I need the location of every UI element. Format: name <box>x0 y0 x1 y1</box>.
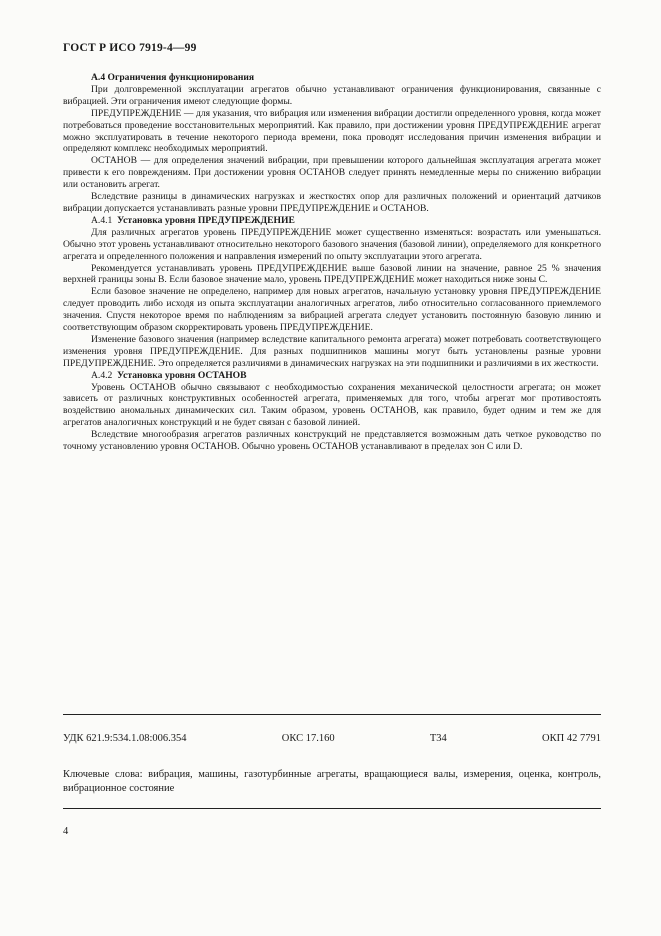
t-code: Т34 <box>429 733 447 744</box>
subsection-number: А.4.2 <box>91 369 113 381</box>
paragraph: При долговременной эксплуатации агрегатов обычно устанавливают ограничения функционирования, связанные с вибрацией. Эти ограничения имеют следующие формы. <box>63 83 601 107</box>
subsection-heading <box>63 215 601 227</box>
paragraph: Рекомендуется устанавливать уровень ПРЕДУПРЕЖДЕНИЕ выше базовой линии на значение, равное 25 % значения верхней границы зоны В. Если базовое значение мало, уровень ПРЕДУПРЕЖДЕНИЕ может находиться ниже зоны С. <box>63 262 601 286</box>
subsection-heading <box>63 370 601 382</box>
okp-code: ОКП 42 7791 <box>542 733 601 744</box>
subsection-number: А.4.1 <box>91 214 113 226</box>
paragraph: Для различных агрегатов уровень ПРЕДУПРЕЖДЕНИЕ может существенно изменяться: возрастать или уменьшаться. Обычно этот уровень устанавливают относительно некоторого базового значения (базовой линии), определяемого для конкретного агрегата и определенного положения и направления измерений по опыту эксплуатации этого агрегата. <box>63 226 601 262</box>
classification-codes <box>63 733 601 744</box>
footer-top-rule <box>63 714 601 715</box>
document-body <box>63 72 601 453</box>
paragraph: ПРЕДУПРЕЖДЕНИЕ — для указания, что вибрация или изменения вибрации достигли определенного уровня, когда может потребоваться проведение восстановительных мероприятий. Как правило, при достижении уровня ПРЕДУПРЕЖДЕНИЕ агрегат можно эксплуатировать в течение некоторого периода времени, пока проводят исследования причин изменения вибрации и определяют комплекс необходимых мероприятий. <box>63 107 601 155</box>
paragraph: Уровень ОСТАНОВ обычно связывают с необходимостью сохранения механической целостности агрегата; он может зависеть от различных конструктивных особенностей агрегата, применяемых для того, чтобы агрегат мог противостоять воздействию аномальных динамических сил. Таким образом, уровень ОСТАНОВ, как правило, будет одним и тем же для агрегатов аналогичных конструкций и не будет связан с базовой линией. <box>63 381 601 429</box>
section-heading: А.4 Ограничения функционирования <box>91 72 255 83</box>
document-header: ГОСТ Р ИСО 7919-4—99 <box>63 42 197 54</box>
subsection-title: Установка уровня ОСТАНОВ <box>117 369 247 381</box>
paragraph: Вследствие многообразия агрегатов различных конструкций не представляется возможным дать четкое руководство по точному установлению уровня ОСТАНОВ. Обычно уровень ОСТАНОВ устанавливают в пределах зон С или D. <box>63 429 601 453</box>
paragraph: Изменение базового значения (например вследствие капитального ремонта агрегата) может потребовать соответствующего изменения уровня ПРЕДУПРЕЖДЕНИЕ. Для разных подшипников машины могут быть установлены разные уровни ПРЕДУПРЕЖДЕНИЕ. Это определяется различиями в динамических нагрузках на эти подшипники и различиями в их жесткости. <box>63 333 601 369</box>
page-number: 4 <box>63 826 69 837</box>
paragraph: ОСТАНОВ — для определения значений вибрации, при превышении которого дальнейшая эксплуатация агрегата может привести к его повреждениям. При достижении уровня ОСТАНОВ следует принять немедленные меры по снижению вибрации или остановить агрегат. <box>63 155 601 191</box>
footer-bottom-rule <box>63 808 601 809</box>
paragraph: Вследствие разницы в динамических нагрузках и жесткостях опор для различных положений и ориентаций датчиков вибрации допускается устанавливать разные уровни ПРЕДУПРЕЖДЕНИЕ и ОСТАНОВ. <box>63 191 601 214</box>
udk-code: УДК 621.9:534.1.08:006.354 <box>63 733 187 744</box>
oks-code: ОКС 17.160 <box>281 733 335 744</box>
subsection-title: Установка уровня ПРЕДУПРЕЖДЕНИЕ <box>117 214 295 226</box>
paragraph: Если базовое значение не определено, например для новых агрегатов, начальную установку уровня ПРЕДУПРЕЖДЕНИЕ следует проводить либо исходя из опыта эксплуатации аналогичных агрегатов, либо относительно согласованного приемлемого значения. Спустя некоторое время по наблюдениям за вибрацией агрегата следует установить постоянную базовую линию и соответствующим образом скорректировать уровень ПРЕДУПРЕЖДЕНИЕ. <box>63 286 601 334</box>
keywords: Ключевые слова: вибрация, машины, газотурбинные агрегаты, вращающиеся валы, измерения, оценка, контроль, вибрационное состояние <box>63 769 601 794</box>
